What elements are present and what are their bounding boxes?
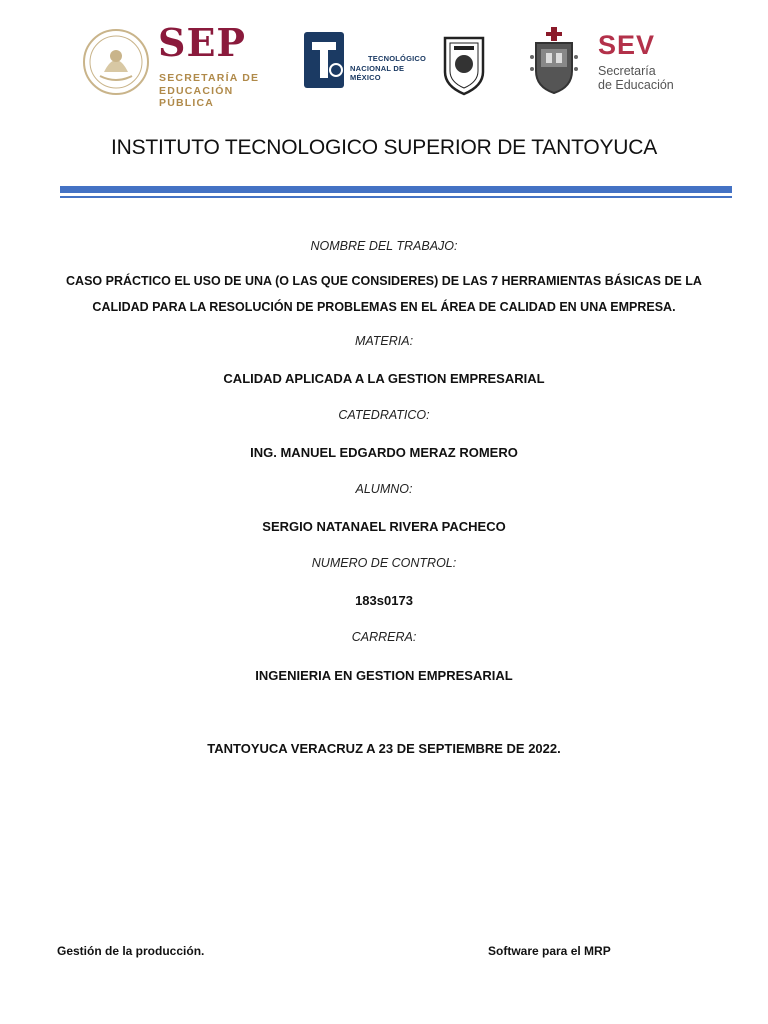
trabajo-label: NOMBRE DEL TRABAJO: bbox=[310, 239, 458, 253]
tecnm-line-1: TECNOLÓGICO bbox=[368, 54, 427, 63]
sep-logo bbox=[80, 20, 290, 109]
header-divider-thin bbox=[60, 196, 732, 198]
mexico-seal-icon bbox=[82, 28, 150, 96]
catedratico-label: CATEDRATICO: bbox=[338, 408, 430, 422]
place-date: TANTOYUCA VERACRUZ A 23 DE SEPTIEMBRE DE 2022. bbox=[207, 741, 561, 756]
carrera-label: CARRERA: bbox=[351, 630, 417, 644]
tecnm-logo bbox=[302, 24, 434, 94]
tecnm-line-2: NACIONAL DE MÉXICO bbox=[350, 64, 405, 82]
trabajo-value: CASO PRÁCTICO EL USO DE UNA (O LAS QUE CONSIDERES) DE LAS 7 HERRAMIENTAS BÁSICAS DE LA CALIDAD PARA LA RESOLUCIÓN DE PROBLEMAS EN EL ÁREA DE CALIDAD EN UNA EMPRESA. bbox=[66, 274, 702, 314]
itsta-shield-icon bbox=[442, 34, 486, 96]
footer-left: Gestión de la producción. bbox=[57, 944, 205, 958]
sev-title: SEV bbox=[598, 30, 656, 60]
sep-subtitle-2: EDUCACIÓN PÚBLICA bbox=[159, 85, 234, 109]
sev-subtitle-2: de Educación bbox=[598, 78, 674, 92]
materia-label: MATERIA: bbox=[354, 334, 414, 348]
institution-title: INSTITUTO TECNOLOGICO SUPERIOR DE TANTOYUCA bbox=[110, 136, 658, 159]
sev-subtitle-1: Secretaría bbox=[598, 64, 656, 78]
catedratico-value: ING. MANUEL EDGARDO MERAZ ROMERO bbox=[250, 445, 518, 460]
alumno-value: SERGIO NATANAEL RIVERA PACHECO bbox=[262, 519, 506, 534]
sep-subtitle-1: SECRETARÍA DE bbox=[159, 72, 260, 84]
control-value: 183s0173 bbox=[355, 593, 413, 608]
alumno-label: ALUMNO: bbox=[355, 482, 413, 496]
sev-logo bbox=[598, 24, 698, 94]
logo-bar bbox=[80, 20, 700, 109]
sep-title: SEP bbox=[158, 20, 246, 65]
carrera-value: INGENIERIA EN GESTION EMPRESARIAL bbox=[255, 668, 513, 683]
veracruz-coat-of-arms-icon bbox=[528, 27, 580, 95]
materia-value: CALIDAD APLICADA A LA GESTION EMPRESARIAL bbox=[223, 371, 545, 386]
header-divider-thick bbox=[60, 186, 732, 193]
control-label: NUMERO DE CONTROL: bbox=[311, 556, 457, 570]
footer-right: Software para el MRP bbox=[488, 944, 611, 958]
tecnm-emblem-icon bbox=[302, 30, 346, 90]
